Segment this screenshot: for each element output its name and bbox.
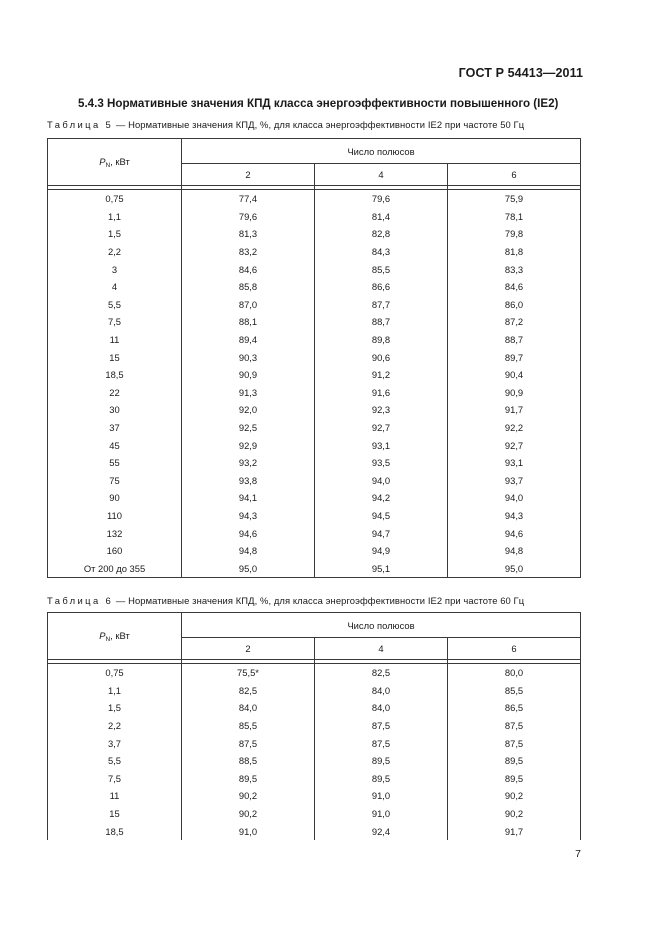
table5-poles-header: Число полюсов (182, 139, 581, 164)
table-row (48, 296, 581, 314)
efficiency-cell: 87,5 (448, 717, 581, 735)
table-row (48, 313, 581, 331)
efficiency-cell: 94,1 (182, 489, 315, 507)
efficiency-cell: 94,3 (182, 507, 315, 525)
efficiency-cell: 91,7 (448, 401, 581, 419)
table-row (48, 752, 581, 770)
efficiency-cell: 92,7 (315, 419, 448, 437)
efficiency-cell: 94,0 (315, 472, 448, 490)
efficiency-cell: 84,0 (182, 699, 315, 717)
efficiency-cell: 90,2 (448, 805, 581, 823)
power-cell: 160 (48, 542, 182, 560)
power-cell: 1,5 (48, 699, 182, 717)
efficiency-cell: 95,0 (448, 559, 581, 577)
table-row (48, 190, 581, 208)
table6-pn-header (48, 613, 182, 660)
efficiency-cell: 91,7 (448, 822, 581, 840)
power-cell: 1,5 (48, 225, 182, 243)
table-row (48, 260, 581, 278)
power-cell: 15 (48, 348, 182, 366)
power-cell: 5,5 (48, 296, 182, 314)
efficiency-cell: 82,8 (315, 225, 448, 243)
efficiency-cell: 94,6 (182, 524, 315, 542)
power-cell: 90 (48, 489, 182, 507)
efficiency-cell: 82,5 (315, 664, 448, 682)
table-row (48, 770, 581, 788)
table-row (48, 805, 581, 823)
pn-unit: , кВт (110, 629, 130, 641)
efficiency-cell: 90,4 (448, 366, 581, 384)
table-row (48, 717, 581, 735)
efficiency-cell: 87,0 (182, 296, 315, 314)
table5-pole-header: 2 (182, 164, 315, 186)
efficiency-cell: 87,2 (448, 313, 581, 331)
power-cell: 55 (48, 454, 182, 472)
efficiency-cell: 95,0 (182, 559, 315, 577)
efficiency-cell: 92,3 (315, 401, 448, 419)
power-cell: 2,2 (48, 243, 182, 261)
efficiency-cell: 89,7 (448, 348, 581, 366)
table-row (48, 436, 581, 454)
power-cell: 2,2 (48, 717, 182, 735)
efficiency-cell: 89,5 (315, 770, 448, 788)
efficiency-cell: 89,4 (182, 331, 315, 349)
efficiency-cell: 86,6 (315, 278, 448, 296)
power-cell: 75 (48, 472, 182, 490)
efficiency-cell: 82,5 (182, 682, 315, 700)
efficiency-cell: 89,8 (315, 331, 448, 349)
document-code: ГОСТ Р 54413—2011 (458, 66, 583, 80)
table-row (48, 454, 581, 472)
efficiency-cell: 84,3 (315, 243, 448, 261)
pn-unit: , кВт (110, 155, 130, 167)
efficiency-cell: 93,1 (448, 454, 581, 472)
efficiency-cell: 90,2 (448, 787, 581, 805)
table6-poles-header: Число полюсов (182, 613, 581, 638)
efficiency-cell: 94,8 (448, 542, 581, 560)
power-cell: 5,5 (48, 752, 182, 770)
efficiency-cell: 93,2 (182, 454, 315, 472)
power-cell: 132 (48, 524, 182, 542)
power-cell: 1,1 (48, 682, 182, 700)
efficiency-cell: 83,2 (182, 243, 315, 261)
power-cell: 4 (48, 278, 182, 296)
efficiency-cell: 88,7 (315, 313, 448, 331)
efficiency-cell: 94,3 (448, 507, 581, 525)
table-row (48, 243, 581, 261)
efficiency-cell: 92,4 (315, 822, 448, 840)
table6-pole-header: 2 (182, 638, 315, 660)
table-row (48, 507, 581, 525)
table-row (48, 542, 581, 560)
power-cell: 11 (48, 331, 182, 349)
table-row (48, 401, 581, 419)
efficiency-cell: 90,2 (182, 787, 315, 805)
table6-caption-label: Таблица 6 (47, 595, 114, 606)
efficiency-cell: 84,6 (448, 278, 581, 296)
efficiency-cell: 84,6 (182, 260, 315, 278)
table-row (48, 682, 581, 700)
power-cell: 18,5 (48, 366, 182, 384)
table-row (48, 699, 581, 717)
table-row (48, 225, 581, 243)
table5-caption-label: Таблица 5 (47, 119, 114, 130)
table5-body (48, 190, 581, 578)
table-row (48, 559, 581, 577)
power-cell: 22 (48, 384, 182, 402)
efficiency-cell: 89,5 (448, 752, 581, 770)
efficiency-cell: 87,5 (315, 717, 448, 735)
efficiency-cell: 79,6 (315, 190, 448, 208)
section-title: 5.4.3 Нормативные значения КПД класса энергоэффективности повышенного (IE2) (78, 97, 559, 110)
power-cell: От 200 до 355 (48, 559, 182, 577)
efficiency-cell: 86,0 (448, 296, 581, 314)
power-cell: 3 (48, 260, 182, 278)
power-cell: 7,5 (48, 770, 182, 788)
efficiency-cell: 79,6 (182, 208, 315, 226)
efficiency-cell: 89,5 (315, 752, 448, 770)
power-cell: 15 (48, 805, 182, 823)
efficiency-cell: 94,6 (448, 524, 581, 542)
efficiency-cell: 92,5 (182, 419, 315, 437)
table-row (48, 331, 581, 349)
efficiency-cell: 92,7 (448, 436, 581, 454)
efficiency-cell: 93,7 (448, 472, 581, 490)
efficiency-cell: 81,3 (182, 225, 315, 243)
table6-caption-text: — Нормативные значения КПД, %, для класса энергоэффективности IE2 при частоте 60 Гц (113, 595, 525, 606)
table5 (47, 138, 581, 578)
power-cell: 30 (48, 401, 182, 419)
efficiency-cell: 94,5 (315, 507, 448, 525)
efficiency-cell: 84,0 (315, 699, 448, 717)
efficiency-cell: 94,9 (315, 542, 448, 560)
efficiency-cell: 87,5 (182, 734, 315, 752)
table6 (47, 612, 581, 840)
efficiency-cell: 91,0 (315, 805, 448, 823)
efficiency-cell: 90,6 (315, 348, 448, 366)
efficiency-cell: 90,2 (182, 805, 315, 823)
table-row (48, 208, 581, 226)
efficiency-cell: 83,3 (448, 260, 581, 278)
efficiency-cell: 85,5 (448, 682, 581, 700)
table6-pole-header: 6 (448, 638, 581, 660)
table6-body (48, 664, 581, 840)
table-row (48, 419, 581, 437)
table-row (48, 348, 581, 366)
efficiency-cell: 84,0 (315, 682, 448, 700)
efficiency-cell: 79,8 (448, 225, 581, 243)
power-cell: 110 (48, 507, 182, 525)
efficiency-cell: 85,5 (315, 260, 448, 278)
efficiency-cell: 81,8 (448, 243, 581, 261)
efficiency-cell: 88,7 (448, 331, 581, 349)
efficiency-cell: 91,2 (315, 366, 448, 384)
efficiency-cell: 80,0 (448, 664, 581, 682)
efficiency-cell: 90,9 (448, 384, 581, 402)
efficiency-cell: 94,0 (448, 489, 581, 507)
efficiency-cell: 88,1 (182, 313, 315, 331)
table-row (48, 664, 581, 682)
table-row (48, 472, 581, 490)
pn-symbol: P (99, 629, 106, 641)
efficiency-cell: 89,5 (448, 770, 581, 788)
efficiency-cell: 92,2 (448, 419, 581, 437)
table5-pole-header: 4 (315, 164, 448, 186)
efficiency-cell: 89,5 (182, 770, 315, 788)
table5-caption-text: — Нормативные значения КПД, %, для класса энергоэффективности IE2 при частоте 50 Гц (113, 119, 525, 130)
table5-caption (47, 119, 524, 130)
efficiency-cell: 91,0 (315, 787, 448, 805)
efficiency-cell: 86,5 (448, 699, 581, 717)
power-cell: 18,5 (48, 822, 182, 840)
power-cell: 3,7 (48, 734, 182, 752)
efficiency-cell: 85,5 (182, 717, 315, 735)
efficiency-cell: 92,9 (182, 436, 315, 454)
table6-caption (47, 595, 524, 606)
efficiency-cell: 94,8 (182, 542, 315, 560)
efficiency-cell: 93,1 (315, 436, 448, 454)
efficiency-cell: 90,9 (182, 366, 315, 384)
efficiency-cell: 75,9 (448, 190, 581, 208)
table-row (48, 787, 581, 805)
efficiency-cell: 87,5 (448, 734, 581, 752)
table5-pole-header: 6 (448, 164, 581, 186)
table-row (48, 384, 581, 402)
efficiency-cell: 90,3 (182, 348, 315, 366)
efficiency-cell: 78,1 (448, 208, 581, 226)
power-cell: 11 (48, 787, 182, 805)
pn-symbol: P (99, 155, 106, 167)
efficiency-cell: 81,4 (315, 208, 448, 226)
efficiency-cell: 93,5 (315, 454, 448, 472)
power-cell: 0,75 (48, 664, 182, 682)
efficiency-cell: 77,4 (182, 190, 315, 208)
table-row (48, 489, 581, 507)
efficiency-cell: 94,7 (315, 524, 448, 542)
power-cell: 1,1 (48, 208, 182, 226)
table-row (48, 366, 581, 384)
table-row (48, 822, 581, 840)
efficiency-cell: 75,5* (182, 664, 315, 682)
efficiency-cell: 94,2 (315, 489, 448, 507)
efficiency-cell: 87,5 (315, 734, 448, 752)
power-cell: 45 (48, 436, 182, 454)
table-row (48, 278, 581, 296)
table6-pole-header: 4 (315, 638, 448, 660)
efficiency-cell: 91,6 (315, 384, 448, 402)
power-cell: 37 (48, 419, 182, 437)
efficiency-cell: 87,7 (315, 296, 448, 314)
efficiency-cell: 88,5 (182, 752, 315, 770)
efficiency-cell: 91,0 (182, 822, 315, 840)
table-row (48, 734, 581, 752)
efficiency-cell: 92,0 (182, 401, 315, 419)
efficiency-cell: 93,8 (182, 472, 315, 490)
efficiency-cell: 91,3 (182, 384, 315, 402)
table5-pn-header (48, 139, 182, 186)
efficiency-cell: 85,8 (182, 278, 315, 296)
page-number: 7 (575, 848, 581, 860)
table-row (48, 524, 581, 542)
pn-subscript: N (105, 635, 111, 643)
pn-subscript: N (105, 161, 111, 169)
efficiency-cell: 95,1 (315, 559, 448, 577)
power-cell: 7,5 (48, 313, 182, 331)
power-cell: 0,75 (48, 190, 182, 208)
